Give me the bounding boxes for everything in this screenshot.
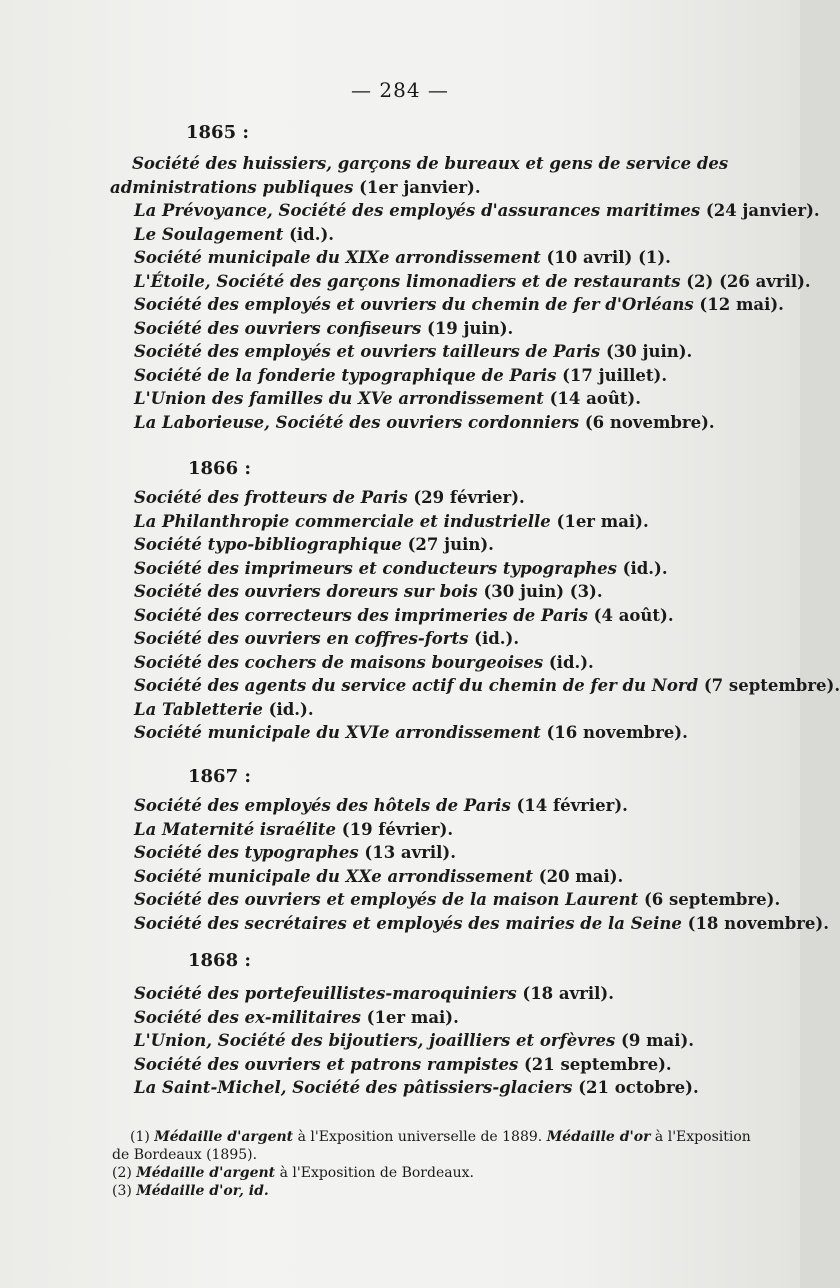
list-item: Société des ouvriers et employés de la maison Laurent (6 septembre). xyxy=(134,890,781,909)
entry-list-1865 xyxy=(110,152,820,434)
list-item: Société des secrétaires et employés des mairies de la Seine (18 novembre). xyxy=(134,913,829,933)
footnote-3: (3) Médaille d'or, id. xyxy=(112,1183,269,1199)
footnotes xyxy=(112,1128,772,1200)
list-item: Société municipale du XIXe arrondissement (10 avril) (1). xyxy=(134,248,671,267)
entry-list-1867 xyxy=(110,794,829,935)
page-number: — 284 — xyxy=(351,78,449,102)
list-item: Société des ouvriers et patrons rampistes (21 septembre). xyxy=(134,1054,672,1074)
list-item: Société des ouvriers doreurs sur bois (30 juin) (3). xyxy=(134,582,603,601)
list-item: Société des huissiers, garçons de bureaux et gens de service des administrations publiques (1er janvier). xyxy=(110,154,729,197)
list-item: Société des ex-militaires (1er mai). xyxy=(134,1007,459,1027)
list-item: Société municipale du XXe arrondissement (20 mai). xyxy=(134,866,624,886)
list-item: Société des employés des hôtels de Paris (14 février). xyxy=(134,796,628,815)
list-item: Société des imprimeurs et conducteurs typographes (id.). xyxy=(134,558,668,578)
list-item: Société typo-bibliographique (27 juin). xyxy=(134,535,494,554)
list-item: La Prévoyance, Société des employés d'assurances maritimes (24 janvier). xyxy=(134,201,820,220)
footnote-1: (1) Médaille d'argent à l'Exposition universelle de 1889. Médaille d'or à l'Exposition de Bordeaux (1895). xyxy=(112,1129,751,1163)
list-item: Société des typographes (13 avril). xyxy=(134,843,456,862)
list-item: Société des employés et ouvriers du chemin de fer d'Orléans (12 mai). xyxy=(134,295,784,314)
list-item: La Laborieuse, Société des ouvriers cordonniers (6 novembre). xyxy=(134,412,715,432)
list-item: Le Soulagement (id.). xyxy=(134,224,334,244)
list-item: Société des frotteurs de Paris (29 février). xyxy=(134,488,525,507)
list-item: Société des cochers de maisons bourgeoises (id.). xyxy=(134,652,594,672)
year-heading-1867: 1867 : xyxy=(188,766,252,787)
year-heading-1866: 1866 : xyxy=(188,458,252,479)
list-item: La Tabletterie (id.). xyxy=(134,699,314,719)
list-item: La Philanthropie commerciale et industrielle (1er mai). xyxy=(134,511,649,531)
list-item: Société des employés et ouvriers tailleurs de Paris (30 juin). xyxy=(134,342,693,361)
list-item: Société des ouvriers confiseurs (19 juin). xyxy=(134,318,514,338)
list-item: Société municipale du XVIe arrondissement (16 novembre). xyxy=(134,723,688,742)
list-item: Société des correcteurs des imprimeries de Paris (4 août). xyxy=(134,605,674,625)
list-item: La Saint-Michel, Société des pâtissiers-glaciers (21 octobre). xyxy=(134,1078,699,1097)
list-item: La Maternité israélite (19 février). xyxy=(134,819,454,839)
entry-list-1866 xyxy=(110,486,840,745)
list-item: Société des ouvriers en coffres-forts (id.). xyxy=(134,629,520,648)
year-heading-1865: 1865 : xyxy=(186,122,250,143)
entry-list-1868 xyxy=(110,982,770,1100)
list-item: Société des portefeuillistes-maroquiniers (18 avril). xyxy=(134,984,614,1003)
year-heading-1868: 1868 : xyxy=(188,950,252,971)
list-item: L'Union, Société des bijoutiers, joailliers et orfèvres (9 mai). xyxy=(134,1031,695,1050)
list-item: L'Étoile, Société des garçons limonadiers et de restaurants (2) (26 avril). xyxy=(134,271,811,291)
list-item: L'Union des familles du XVe arrondissement (14 août). xyxy=(134,389,641,408)
list-item: Société des agents du service actif du chemin de fer du Nord (7 septembre). xyxy=(134,676,840,695)
footnote-2: (2) Médaille d'argent à l'Exposition de Bordeaux. xyxy=(112,1165,474,1181)
list-item: Société de la fonderie typographique de Paris (17 juillet). xyxy=(134,365,668,385)
